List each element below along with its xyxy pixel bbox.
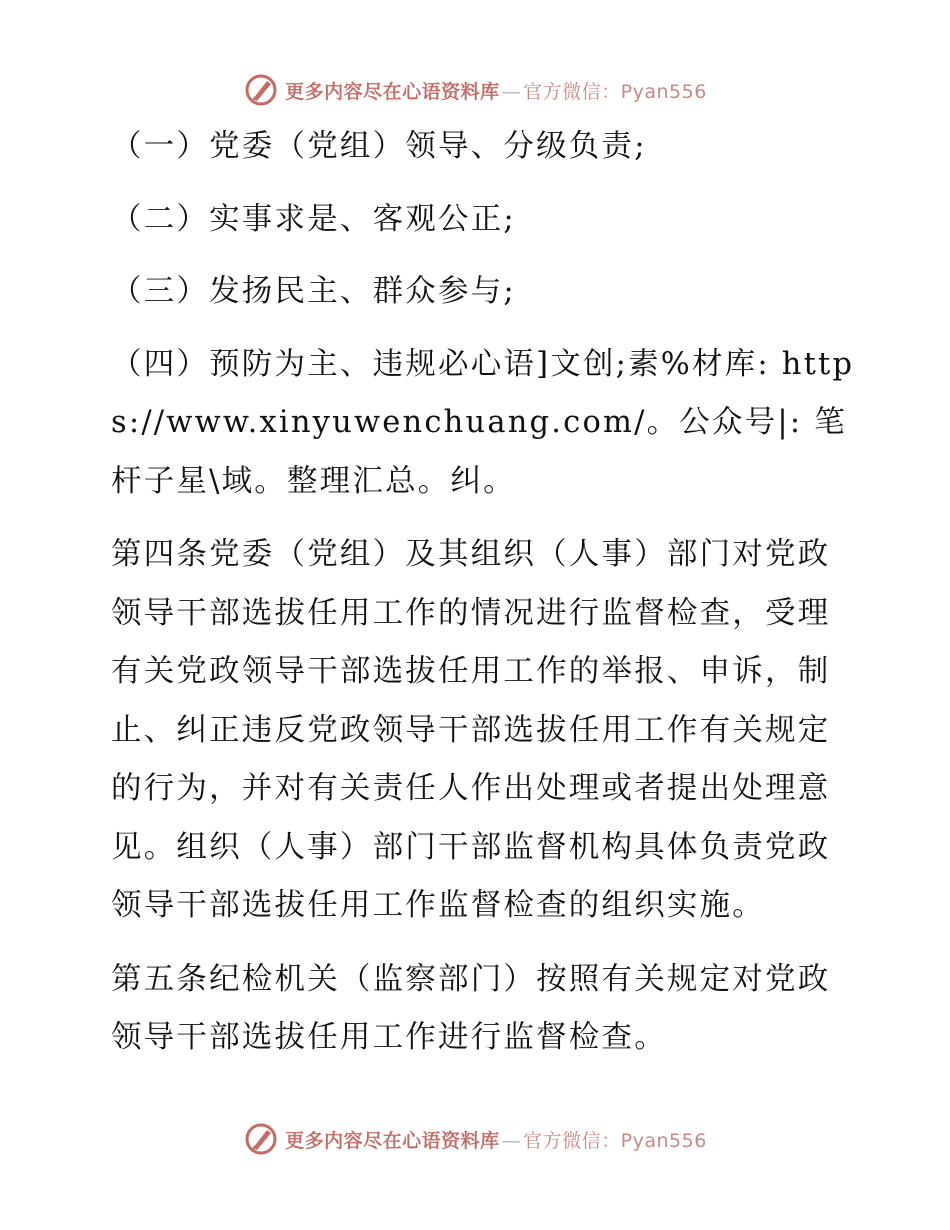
watermark-contact: 官方微信：Pyan556 [523, 1129, 707, 1152]
quill-logo-icon [243, 72, 279, 108]
watermark-contact: 官方微信：Pyan556 [523, 80, 707, 103]
quill-logo-icon [243, 1121, 279, 1157]
paragraph-article-5: 第五条纪检机关（监察部门）按照有关规定对党政领导干部选拔任用工作进行监督检查。 [111, 961, 831, 1055]
header-watermark-banner [0, 70, 950, 110]
paragraph-principle-1: （一）党委（党组）领导、分级负责; [111, 129, 647, 164]
footer-watermark-banner [0, 1119, 950, 1159]
watermark-separator: — [501, 1129, 522, 1152]
watermark-text [285, 1126, 707, 1153]
paragraph-principle-2: （二）实事求是、客观公正; [111, 201, 516, 237]
document-body [97, 118, 857, 1068]
paragraph-article-4: 第四条党委（党组）及其组织（人事）部门对党政领导干部选拔任用工作的情况进行监督检查，受理有关党政领导干部选拔任用工作的举报、申诉，制止、纠正违反党政领导干部选拔任用工作有关规定的行为，并对有关责任人作出处理或者提出处理意见。组织（人事）部门干部监督机构具体负责党政领导干部选拔任用工作监督检查的组织实施。 [111, 537, 831, 923]
paragraph-principle-4: （四）预防为主、违规必心语]文创;素%材库: https://www.xinyuwenchuang.com/。公众号|: 笔杆子星\域。整理汇总。纠。 [111, 346, 855, 499]
watermark-brand: 更多内容尽在心语资料库 [285, 80, 500, 103]
paragraph-principle-3: （三）发扬民主、群众参与; [111, 274, 516, 309]
watermark-brand: 更多内容尽在心语资料库 [285, 1129, 500, 1152]
watermark-separator: — [501, 80, 522, 103]
watermark-text [285, 77, 707, 104]
